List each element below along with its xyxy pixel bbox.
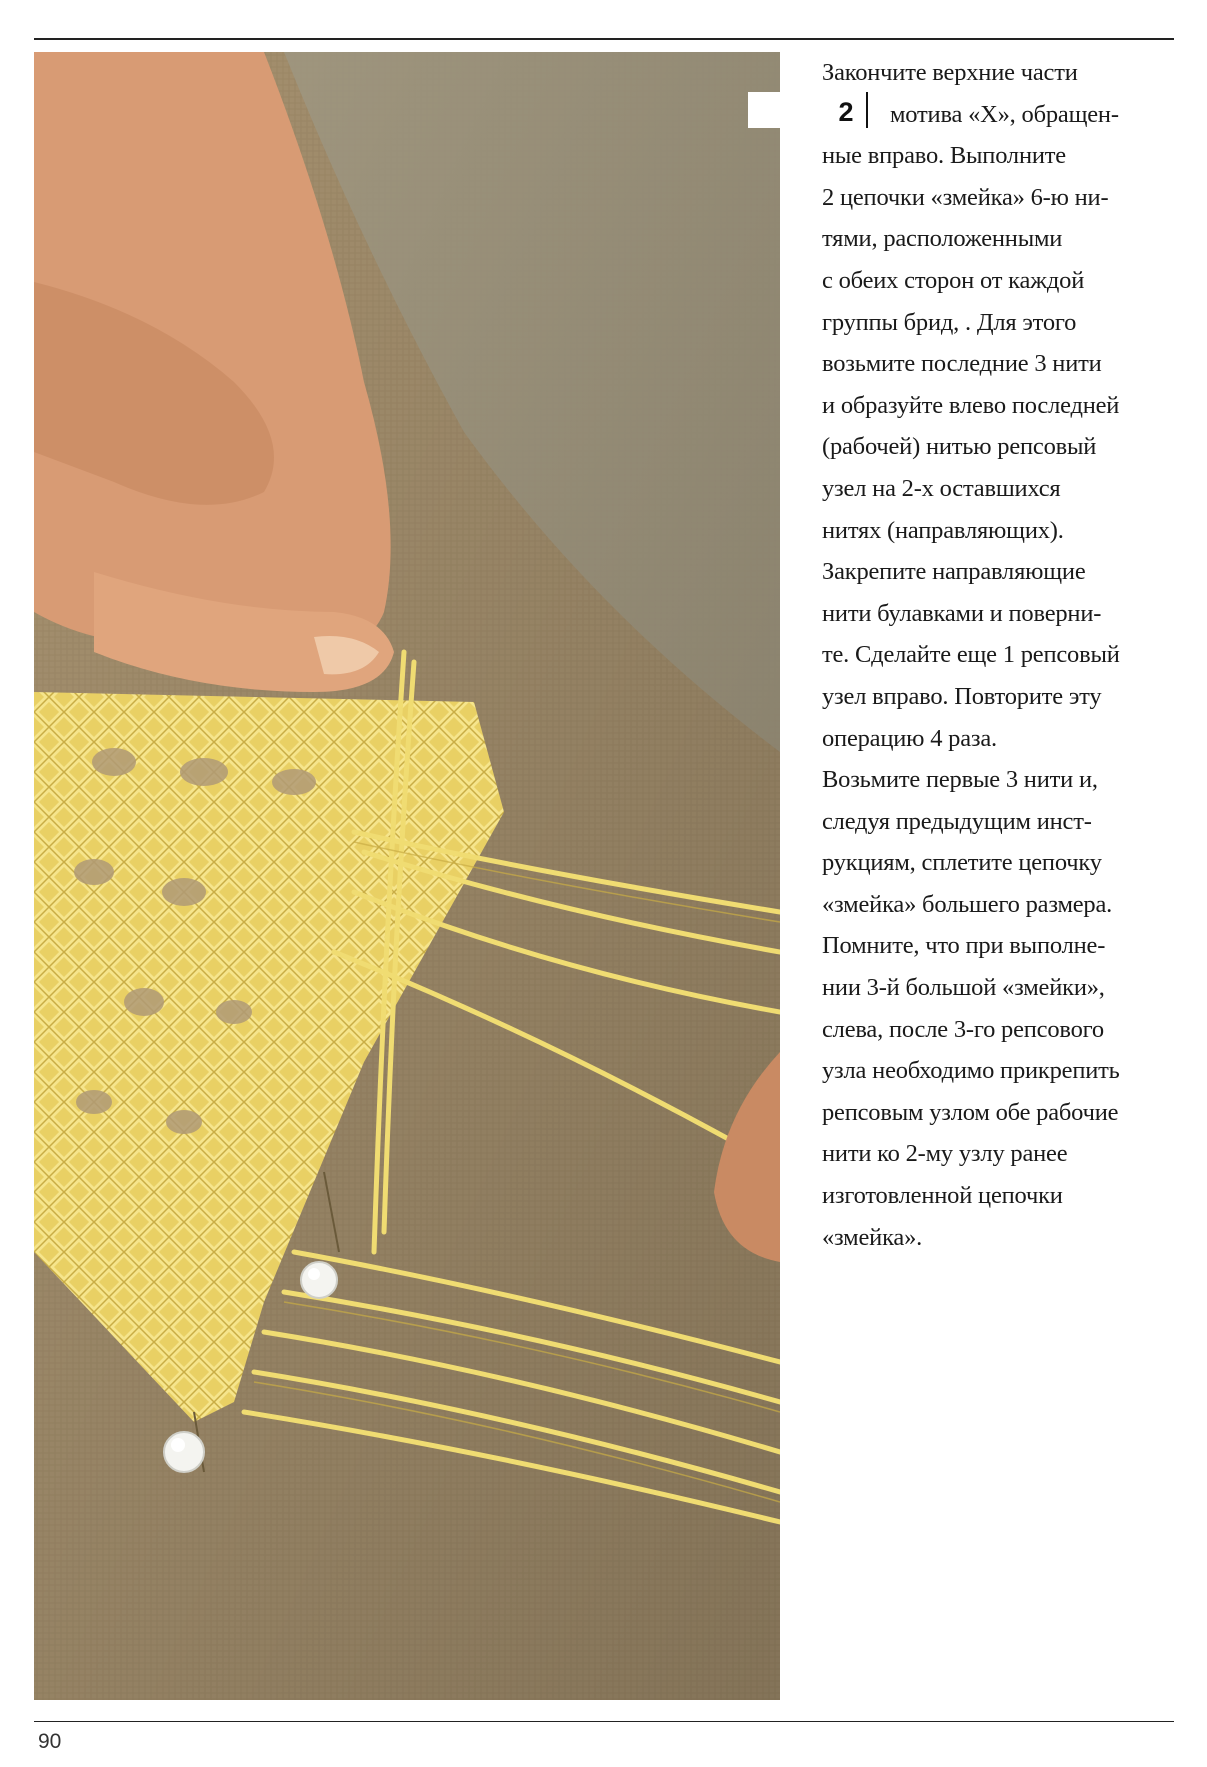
text-line: (рабочей) нитью репсовый	[822, 433, 1097, 461]
text-line: узел на 2-х оставшихся	[822, 474, 1061, 502]
text-line: нитях (направляющих).	[822, 516, 1064, 544]
text-line: мотива «X», обращен-	[890, 100, 1119, 128]
text-line: Возьмите первые 3 нити и,	[822, 766, 1098, 794]
text-line: рукциям, сплетите цепочку	[822, 849, 1102, 877]
page-number: 90	[38, 1730, 62, 1753]
text-line: те. Сделайте еще 1 репсовый	[822, 641, 1120, 669]
text-line: узла необходимо прикрепить	[822, 1057, 1120, 1085]
text-line: с обеих сторон от каждой	[822, 266, 1085, 294]
text-line: операцию 4 раза.	[822, 724, 997, 752]
macrame-photo	[34, 52, 780, 1700]
text-line: возьмите последние 3 нити	[822, 350, 1102, 378]
text-line: слева, после 3-го репсового	[822, 1015, 1104, 1043]
bottom-rule	[34, 1721, 1174, 1722]
text-line: 2 цепочки «змейка» 6-ю ни-	[822, 183, 1109, 211]
text-line: следуя предыдущим инст-	[822, 807, 1092, 835]
text-line: нии 3-й большой «змейки»,	[822, 974, 1105, 1002]
text-line: ные вправо. Выполните	[822, 142, 1066, 170]
text-line: «змейка» большего размера.	[822, 890, 1113, 918]
top-rule	[34, 38, 1174, 40]
text-line: нити булавками и поверни-	[822, 599, 1102, 627]
step-number: 2	[838, 97, 854, 127]
text-line: изготовленной цепочки	[822, 1182, 1063, 1210]
text-line: репсовым узлом обе рабочие	[822, 1098, 1119, 1126]
macrame-illustration	[34, 52, 780, 1700]
instruction-text	[822, 52, 1180, 1258]
text-line: и образуйте влево последней	[822, 391, 1120, 419]
text-line: Закрепите направляющие	[822, 558, 1086, 586]
pin-head	[164, 1432, 204, 1472]
text-line: Помните, что при выполне-	[822, 932, 1106, 960]
text-line: тями, расположенными	[822, 225, 1063, 253]
text-line: Закончите верхние части	[822, 59, 1078, 86]
text-line: узел вправо. Повторите эту	[822, 682, 1102, 710]
pin-head	[301, 1262, 337, 1298]
text-line: группы брид, . Для этого	[822, 308, 1077, 336]
text-line: «змейка».	[822, 1223, 923, 1251]
text-line: нити ко 2-му узлу ранее	[822, 1140, 1068, 1168]
